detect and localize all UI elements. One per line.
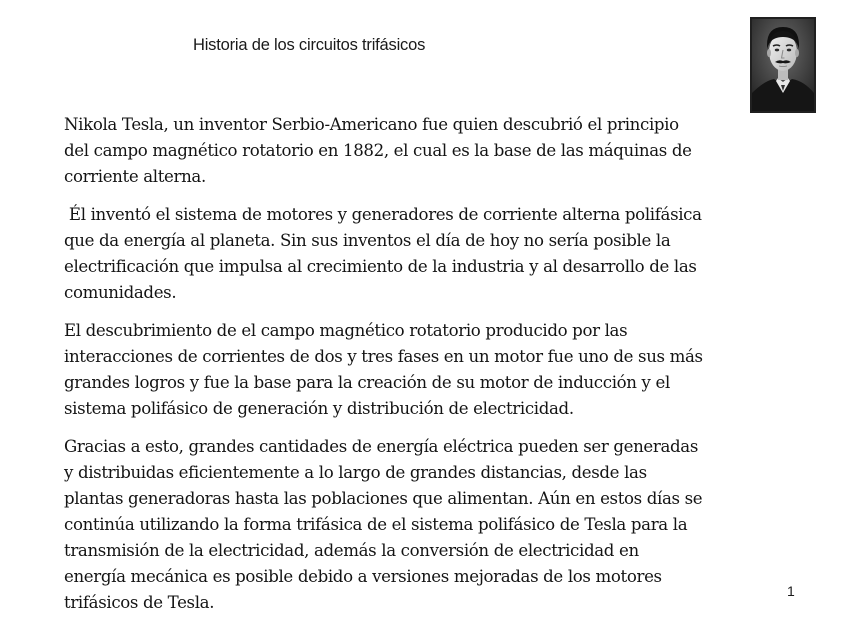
text-line: plantas generadoras hasta las poblaciones que alimentan. Aún en estos días se (64, 489, 703, 508)
text-line: interacciones de corrientes de dos y tres fases en un motor fue uno de sus más (64, 347, 703, 366)
paragraph-4 (64, 434, 784, 616)
paragraph-3 (64, 318, 784, 422)
paragraph-2 (64, 202, 784, 306)
text-line: sistema polifásico de generación y distribución de electricidad. (64, 399, 574, 418)
text-line: grandes logros y fue la base para la creación de su motor de inducción y el (64, 373, 670, 392)
text-line: que da energía al planeta. Sin sus inventos el día de hoy no sería posible la (64, 231, 671, 250)
document-body (64, 112, 784, 616)
text-line: comunidades. (64, 283, 177, 302)
page-number: 1 (787, 583, 795, 599)
document-title: Historia de los circuitos trifásicos (193, 36, 426, 54)
text-line: electrificación que impulsa al crecimiento de la industria y al desarrollo de las (64, 257, 697, 276)
text-line: energía mecánica es posible debido a versiones mejoradas de los motores (64, 567, 662, 586)
paragraph-1 (64, 112, 784, 190)
text-line: transmisión de la electricidad, además la conversión de electricidad en (64, 541, 639, 560)
portrait-image (752, 19, 814, 111)
text-line: corriente alterna. (64, 167, 206, 186)
text-line: Gracias a esto, grandes cantidades de energía eléctrica pueden ser generadas (64, 437, 699, 456)
text-line: y distribuidas eficientemente a lo largo de grandes distancias, desde las (64, 463, 647, 482)
text-line: El descubrimiento de el campo magnético rotatorio producido por las (64, 321, 628, 340)
portrait-photo (750, 17, 816, 113)
text-line: trifásicos de Tesla. (64, 593, 215, 612)
text-line: Él inventó el sistema de motores y generadores de corriente alterna polifásica (64, 205, 702, 224)
text-line: del campo magnético rotatorio en 1882, el cual es la base de las máquinas de (64, 141, 692, 160)
text-line: continúa utilizando la forma trifásica de el sistema polifásico de Tesla para la (64, 515, 688, 534)
text-line: Nikola Tesla, un inventor Serbio-Americano fue quien descubrió el principio (64, 115, 679, 134)
